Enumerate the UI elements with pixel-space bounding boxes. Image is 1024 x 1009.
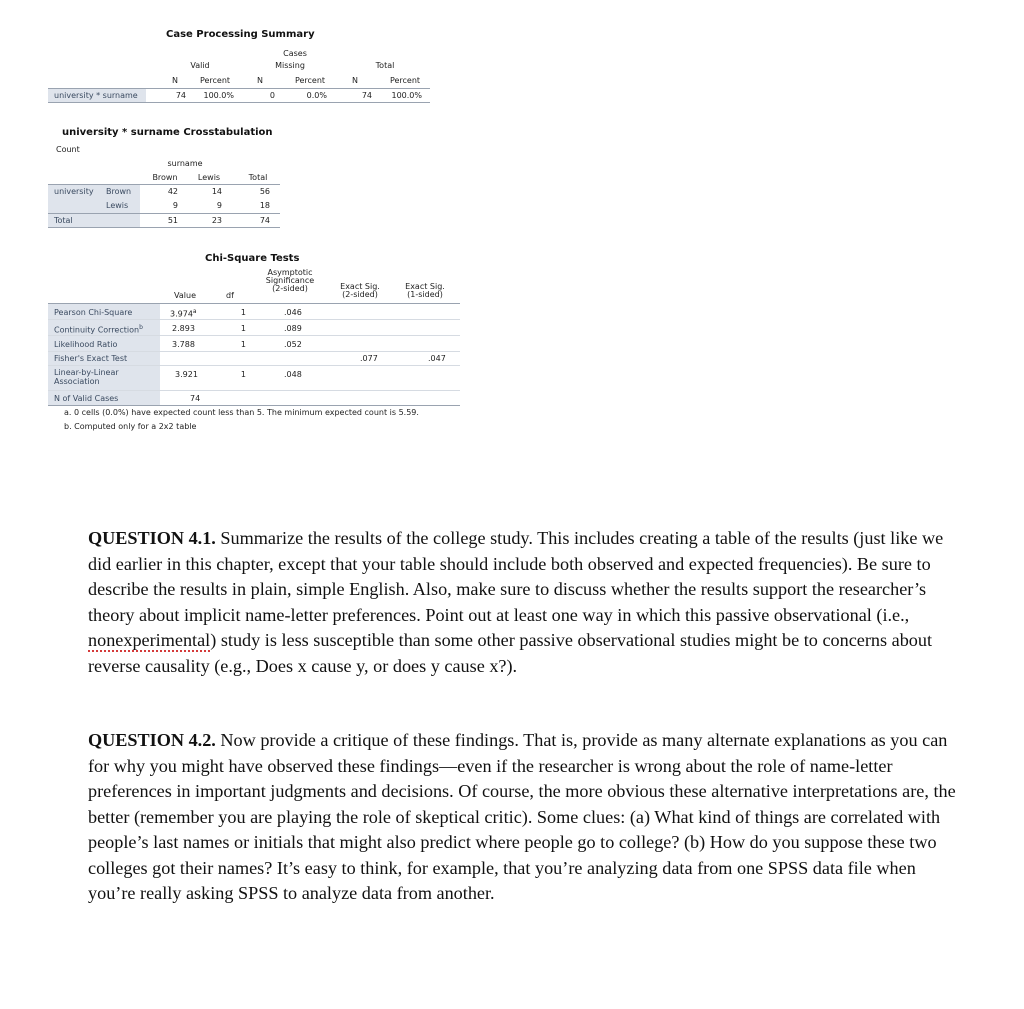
row-linear-label [54,368,119,386]
footnote-a: a. 0 cells (0.0%) have expected count less than 5. The minimum expected count is 5.59. [64,408,419,417]
row-likelihood-value: 3.788 [172,340,195,349]
exact1-header [390,283,460,299]
row-fisher-label: Fisher's Exact Test [54,354,128,363]
question-4-1-label: QUESTION 4.1. [88,528,216,548]
question-4-2-text: Now provide a critique of these findings. That is, provide as many alternate explanations as you can for why you might have observed these findings—even if the researcher is wrong about the role of name-letter preferences in important judgments and decisions. Of course, the more obvious these alternative interpretations are, the better (remember you are playing the role of skeptical critic). Some clues: (a) What kind of things are correlated with people’s last names or initials that might also predict where people go to college? (b) How do you suppose these two colleges got their names? It’s easy to think, for example, that you’re analyzing data from one SPSS data file when you’re really asking SPSS to analyze data from another. [88,730,956,903]
cell-lewis-lewis: 9 [216,201,222,210]
cell-brown-lewis: 14 [211,187,222,196]
question-4-2 [88,728,958,907]
exact1-header-line2: (1-sided) [407,290,443,299]
missing-header: Missing [275,61,305,70]
crosstab-title: university * surname Crosstabulation [62,127,273,138]
cell-brown-total: 56 [259,187,270,196]
row-linear-df: 1 [240,370,246,379]
cell-lewis-brown: 9 [172,201,178,210]
missing-n-header: N [257,76,263,85]
col-brown-header: Brown [152,173,178,182]
question-4-1 [88,526,958,679]
row-pearson-asym: .046 [284,308,302,317]
row-continuity-label [54,324,143,335]
pearson-value-text: 3.974 [170,309,193,319]
total-n-header: N [352,76,358,85]
row-continuity-asym: .089 [284,324,302,333]
row-fisher-exact1: .047 [428,354,446,363]
missing-n: 0 [269,91,275,100]
exact2-header [325,283,395,299]
col-lewis-header: Lewis [197,173,221,182]
asym-header [250,269,330,293]
continuity-label-text: Continuity Correction [54,325,140,335]
valid-header: Valid [190,61,210,70]
row-total-label: Total [54,216,73,225]
cell-brown-brown: 42 [167,187,178,196]
asym-header-line3: (2-sided) [272,284,308,293]
row-pearson-df: 1 [240,308,246,317]
row-pearson-label: Pearson Chi-Square [54,308,133,317]
df-header: df [226,291,234,300]
linear-label-line1: Linear-by-Linear [54,368,119,377]
cell-total-lewis: 23 [211,216,222,225]
valid-percent: 100.0% [203,91,234,100]
row-lewis-label: Lewis [106,201,129,210]
total-percent-header: Percent [389,76,421,85]
total-percent: 100.0% [391,91,422,100]
surname-header: surname [167,159,203,168]
asym-header-line2: Significance [265,276,315,285]
pearson-value-sup: a [192,308,197,315]
row-nvalid-value: 74 [190,394,201,403]
exact1-header-line1: Exact Sig. [405,282,445,291]
row-likelihood-label: Likelihood Ratio [54,340,118,349]
question-4-2-label: QUESTION 4.2. [88,730,216,750]
footnote-b: b. Computed only for a 2x2 table [64,422,197,431]
case-processing-title: Case Processing Summary [166,29,315,40]
cell-total-total: 74 [259,216,270,225]
total-n: 74 [361,91,372,100]
row-continuity-value: 2.893 [172,324,195,333]
col-total-header: Total [248,173,268,182]
row-brown-label: Brown [106,187,132,196]
valid-n-header: N [172,76,178,85]
asym-header-line1: Asymptotic [267,268,313,277]
row-nvalid-label: N of Valid Cases [54,394,119,403]
chi-square-title: Chi-Square Tests [205,253,300,264]
case-row-label: university * surname [48,89,146,102]
exact2-header-line2: (2-sided) [342,290,378,299]
row-fisher-exact2: .077 [360,354,378,363]
valid-n: 74 [175,91,186,100]
row-continuity-df: 1 [240,324,246,333]
row-pearson-value [170,308,197,319]
row-likelihood-df: 1 [240,340,246,349]
count-label: Count [56,145,80,154]
question-4-1-text-before: Summarize the results of the college study. This includes creating a table of the results (just like we did earlier in this chapter, except that your table should include both observed and expected frequencies). Be sure to describe the results in plain, simple English. Also, make sure to discuss whether the results support the researcher’s theory about implicit name-letter preferences. Point out at least one way in which this passive observational (i.e., [88,528,944,625]
cases-header: Cases [283,49,307,58]
value-header: Value [174,291,196,300]
university-label: university [54,187,94,196]
exact2-header-line1: Exact Sig. [340,282,380,291]
spellcheck-flagged-word[interactable]: nonexperimental [88,630,211,650]
row-linear-asym: .048 [284,370,302,379]
row-likelihood-asym: .052 [284,340,302,349]
cell-total-brown: 51 [167,216,178,225]
missing-percent: 0.0% [306,91,327,100]
missing-percent-header: Percent [294,76,326,85]
valid-percent-header: Percent [199,76,231,85]
row-linear-value: 3.921 [175,370,198,379]
cell-lewis-total: 18 [259,201,270,210]
continuity-label-sup: b [139,324,143,331]
question-4-1-text-after: ) study is less susceptible than some other passive observational studies might be to concerns about reverse causality (e.g., Does x cause y, or does y cause x?). [88,630,933,676]
total-header: Total [375,61,395,70]
linear-label-line2: Association [54,377,100,386]
